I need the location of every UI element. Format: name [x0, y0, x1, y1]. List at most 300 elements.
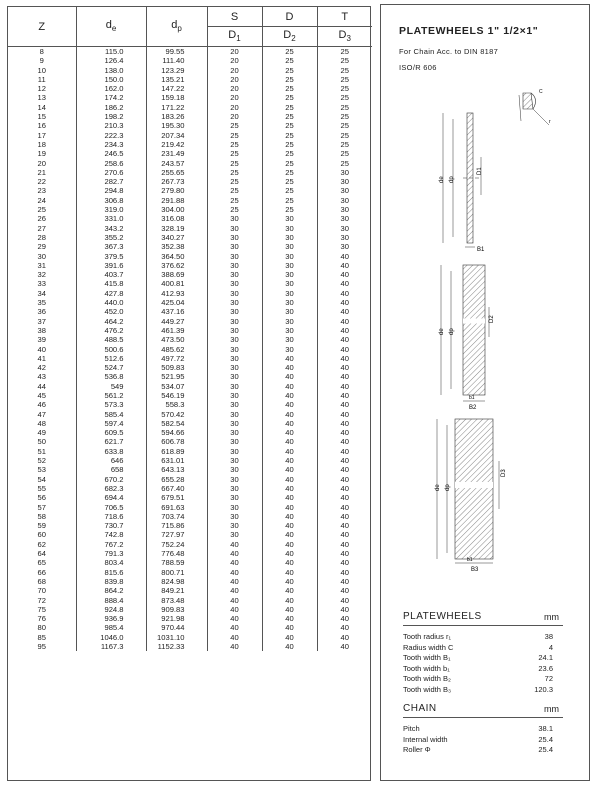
chain-unit: mm [544, 704, 559, 714]
cell-d2: 40 [262, 410, 317, 419]
cell-d1: 40 [207, 568, 262, 577]
cell-d1: 40 [207, 633, 262, 642]
cell-z: 70 [8, 586, 76, 595]
table-row [8, 558, 372, 567]
cell-d2: 40 [262, 437, 317, 446]
cell-de: 585.4 [76, 410, 146, 419]
cell-d3: 40 [340, 260, 349, 270]
cell-d1: 20 [207, 112, 262, 121]
spec-row [403, 685, 553, 694]
cell-d3: 40 [340, 474, 349, 484]
cell-de: 440.0 [76, 298, 146, 307]
cell-d3: 40 [340, 409, 349, 419]
cell-d3: 40 [340, 604, 349, 614]
cell-d2: 30 [262, 242, 317, 251]
spec-label: Pitch [403, 724, 420, 733]
cell-de: 803.4 [76, 558, 146, 567]
cell-d3: 40 [340, 381, 349, 391]
cell-z: 62 [8, 540, 76, 549]
cell-z: 38 [8, 326, 76, 335]
spec-label: Internal width [403, 734, 448, 744]
table-row [8, 642, 372, 651]
cell-de: 536.8 [76, 372, 146, 381]
cell-de: 331.0 [76, 214, 146, 223]
cell-de: 791.3 [76, 549, 146, 558]
cell-dp: 788.59 [146, 558, 207, 567]
cell-z: 52 [8, 456, 76, 465]
cell-dp: 437.16 [146, 307, 207, 316]
table-row [8, 400, 372, 409]
cell-d3: 30 [340, 242, 349, 252]
cell-z: 59 [8, 521, 76, 530]
cell-d3: 40 [340, 344, 349, 354]
cell-z: 85 [8, 633, 76, 642]
cell-de: 391.6 [76, 261, 146, 270]
header-d2: $D_2$ [262, 27, 317, 47]
table-row [8, 419, 372, 428]
label-de-2: de [439, 328, 445, 335]
cell-d2: 25 [262, 112, 317, 121]
cell-d2: 25 [262, 66, 317, 75]
cell-d1: 40 [207, 623, 262, 632]
spec-label: Tooth width b₁ [403, 663, 450, 673]
cell-d2: 25 [262, 186, 317, 195]
cell-d2: 25 [262, 177, 317, 186]
cell-dp: 279.80 [146, 186, 207, 195]
cell-de: 488.5 [76, 335, 146, 344]
cell-d1: 25 [207, 168, 262, 177]
cell-d1: 30 [207, 363, 262, 372]
cell-d3: 30 [340, 167, 349, 177]
cell-d3: 40 [340, 623, 349, 633]
cell-d2: 25 [262, 196, 317, 205]
spec-row [403, 745, 553, 754]
cell-de: 936.9 [76, 614, 146, 623]
cell-d2: 25 [262, 56, 317, 65]
cell-z: 45 [8, 391, 76, 400]
cell-d2: 40 [262, 382, 317, 391]
cell-z: 31 [8, 261, 76, 270]
cell-de: 815.6 [76, 568, 146, 577]
cell-d3: 40 [340, 335, 349, 345]
cell-z: 26 [8, 214, 76, 223]
cell-d1: 30 [207, 530, 262, 539]
cell-dp: 123.29 [146, 66, 207, 75]
cell-dp: 328.19 [146, 224, 207, 233]
cell-de: 694.4 [76, 493, 146, 502]
cell-d3: 30 [340, 195, 349, 205]
table-row [8, 493, 372, 502]
cell-z: 57 [8, 503, 76, 512]
table-row [8, 512, 372, 521]
cell-d3: 30 [340, 223, 349, 233]
cell-d1: 40 [207, 558, 262, 567]
simplex-sprocket-drawing [439, 113, 485, 253]
cell-z: 43 [8, 372, 76, 381]
spec-row [403, 632, 553, 641]
platewheels-heading: PLATEWHEELS [403, 611, 482, 622]
cell-de: 174.2 [76, 93, 146, 102]
cell-de: 1167.3 [76, 642, 146, 651]
cell-d2: 40 [262, 558, 317, 567]
cell-dp: 243.57 [146, 159, 207, 168]
label-dp-2: dp [449, 328, 455, 335]
cell-d1: 40 [207, 577, 262, 586]
table-row [8, 317, 372, 326]
table-row [8, 586, 372, 595]
cell-d2: 30 [262, 298, 317, 307]
table-row [8, 186, 372, 195]
table-row [8, 354, 372, 363]
cell-dp: 291.88 [146, 196, 207, 205]
cell-d1: 40 [207, 605, 262, 614]
header-de: $d_e$ [76, 7, 146, 47]
cell-d1: 25 [207, 149, 262, 158]
cell-z: 30 [8, 252, 76, 261]
cell-de: 646 [76, 456, 146, 465]
cell-z: 15 [8, 112, 76, 121]
cell-dp: 509.83 [146, 363, 207, 372]
table-row [8, 456, 372, 465]
cell-d2: 25 [262, 84, 317, 93]
table-row [8, 56, 372, 65]
platewheels-unit: mm [544, 612, 559, 622]
cell-d2: 30 [262, 214, 317, 223]
cell-d3: 40 [340, 279, 349, 289]
cell-d3: 30 [340, 177, 349, 187]
cell-de: 282.7 [76, 177, 146, 186]
cell-d2: 40 [262, 428, 317, 437]
cell-d3: 40 [340, 372, 349, 382]
cell-d3: 40 [340, 437, 349, 447]
cell-z: 80 [8, 623, 76, 632]
cell-d3: 40 [340, 632, 349, 642]
spec-row [403, 643, 553, 652]
cell-d1: 30 [207, 289, 262, 298]
cell-z: 24 [8, 196, 76, 205]
cell-de: 549 [76, 382, 146, 391]
cell-z: 68 [8, 577, 76, 586]
spec-value: 25.4 [538, 745, 553, 754]
cell-de: 500.6 [76, 345, 146, 354]
cell-dp: 703.74 [146, 512, 207, 521]
table-row [8, 568, 372, 577]
cell-d2: 30 [262, 289, 317, 298]
cell-de: 115.0 [76, 47, 146, 57]
cell-de: 888.4 [76, 596, 146, 605]
cell-dp: 267.73 [146, 177, 207, 186]
table-row [8, 614, 372, 623]
cell-z: 16 [8, 121, 76, 130]
cell-d1: 20 [207, 75, 262, 84]
cell-d2: 30 [262, 317, 317, 326]
cell-d2: 40 [262, 596, 317, 605]
cell-d3: 25 [340, 158, 349, 168]
cell-dp: 1152.33 [146, 642, 207, 651]
spec-value: 25.4 [538, 734, 553, 744]
table-row [8, 475, 372, 484]
cell-d3: 40 [340, 428, 349, 438]
table-row [8, 382, 372, 391]
cell-d1: 30 [207, 252, 262, 261]
cell-dp: 473.50 [146, 335, 207, 344]
cell-de: 294.8 [76, 186, 146, 195]
table-row [8, 289, 372, 298]
cell-d3: 30 [340, 186, 349, 196]
table-row [8, 112, 372, 121]
table-row [8, 372, 372, 381]
cell-d2: 40 [262, 530, 317, 539]
table-row [8, 633, 372, 642]
cell-z: 76 [8, 614, 76, 623]
cell-z: 11 [8, 75, 76, 84]
cell-dp: 655.28 [146, 475, 207, 484]
spec-label: Tooth width B₁ [403, 653, 451, 662]
tooth-profile-detail [519, 89, 551, 125]
spec-label: Radius width C [403, 642, 454, 652]
cell-z: 20 [8, 159, 76, 168]
cell-z: 8 [8, 47, 76, 57]
cell-d1: 25 [207, 186, 262, 195]
cell-de: 415.8 [76, 279, 146, 288]
cell-z: 49 [8, 428, 76, 437]
cell-d1: 25 [207, 196, 262, 205]
table-row [8, 205, 372, 214]
cell-d3: 40 [340, 270, 349, 280]
label-dp-3: dp [445, 484, 451, 491]
cell-d2: 25 [262, 131, 317, 140]
cell-d3: 25 [340, 130, 349, 140]
cell-d2: 40 [262, 540, 317, 549]
cell-de: 670.2 [76, 475, 146, 484]
cell-de: 210.3 [76, 121, 146, 130]
cell-d1: 25 [207, 131, 262, 140]
spec-label: Tooth width B₃ [403, 684, 452, 694]
table-row [8, 121, 372, 130]
cell-z: 25 [8, 205, 76, 214]
cell-de: 561.2 [76, 391, 146, 400]
spec-label: Tooth width B₂ [403, 674, 451, 683]
cell-d2: 40 [262, 577, 317, 586]
cell-de: 343.2 [76, 224, 146, 233]
cell-d1: 30 [207, 512, 262, 521]
table-row [8, 214, 372, 223]
cell-d2: 40 [262, 568, 317, 577]
cell-de: 742.8 [76, 530, 146, 539]
cell-dp: 449.27 [146, 317, 207, 326]
cell-d1: 30 [207, 428, 262, 437]
cell-z: 18 [8, 140, 76, 149]
cell-de: 427.8 [76, 289, 146, 298]
cell-dp: 376.62 [146, 261, 207, 270]
dimension-table-panel [7, 6, 371, 781]
table-row [8, 540, 372, 549]
cell-d2: 30 [262, 270, 317, 279]
cell-z: 28 [8, 233, 76, 242]
cell-d2: 30 [262, 224, 317, 233]
table-row [8, 149, 372, 158]
table-row [8, 335, 372, 344]
cell-d3: 40 [340, 539, 349, 549]
cell-d3: 40 [340, 549, 349, 559]
cell-de: 379.5 [76, 252, 146, 261]
cell-d1: 30 [207, 456, 262, 465]
cell-dp: 606.78 [146, 437, 207, 446]
cell-dp: 412.93 [146, 289, 207, 298]
cell-d2: 40 [262, 465, 317, 474]
cell-d3: 40 [340, 288, 349, 298]
cell-d2: 40 [262, 512, 317, 521]
table-row [8, 66, 372, 75]
cell-de: 319.0 [76, 205, 146, 214]
cell-de: 126.4 [76, 56, 146, 65]
cell-z: 53 [8, 465, 76, 474]
cell-z: 12 [8, 84, 76, 93]
cell-z: 75 [8, 605, 76, 614]
cell-d3: 40 [340, 493, 349, 503]
spec-value: 120.3 [534, 684, 553, 694]
table-row [8, 298, 372, 307]
cell-d1: 30 [207, 298, 262, 307]
table-row [8, 103, 372, 112]
cell-d2: 30 [262, 252, 317, 261]
cell-d2: 40 [262, 419, 317, 428]
cell-d2: 25 [262, 103, 317, 112]
cell-d3: 40 [340, 325, 349, 335]
cell-d3: 25 [340, 56, 349, 66]
table-row [8, 131, 372, 140]
label-r: r [549, 119, 551, 125]
cell-de: 524.7 [76, 363, 146, 372]
dimension-table [8, 7, 372, 651]
cell-de: 403.7 [76, 270, 146, 279]
cell-d2: 40 [262, 400, 317, 409]
label-c: C [539, 89, 543, 95]
cell-d2: 40 [262, 391, 317, 400]
cell-d1: 20 [207, 47, 262, 57]
cell-d1: 20 [207, 93, 262, 102]
cell-d1: 30 [207, 475, 262, 484]
cell-dp: 147.22 [146, 84, 207, 93]
cell-d3: 40 [340, 558, 349, 568]
cell-d3: 40 [340, 446, 349, 456]
table-row [8, 345, 372, 354]
cell-de: 985.4 [76, 623, 146, 632]
cell-d3: 40 [340, 251, 349, 261]
cell-de: 234.3 [76, 140, 146, 149]
table-row [8, 530, 372, 539]
cell-de: 658 [76, 465, 146, 474]
cell-d3: 25 [340, 102, 349, 112]
cell-de: 246.5 [76, 149, 146, 158]
label-b1: B1 [477, 247, 485, 253]
cell-de: 258.6 [76, 159, 146, 168]
cell-dp: 388.69 [146, 270, 207, 279]
sprocket-drawings [381, 85, 589, 645]
cell-de: 367.3 [76, 242, 146, 251]
label-d3: D3 [501, 469, 507, 477]
cell-z: 72 [8, 596, 76, 605]
cell-d3: 40 [340, 353, 349, 363]
cell-d1: 30 [207, 437, 262, 446]
table-row [8, 270, 372, 279]
cell-dp: 183.26 [146, 112, 207, 121]
table-row [8, 168, 372, 177]
cell-z: 65 [8, 558, 76, 567]
cell-z: 60 [8, 530, 76, 539]
spec-row [403, 674, 553, 683]
cell-z: 48 [8, 419, 76, 428]
cell-dp: 425.04 [146, 298, 207, 307]
divider [403, 717, 563, 718]
label-b3: B3 [471, 567, 479, 573]
table-body [8, 47, 372, 652]
cell-dp: 631.01 [146, 456, 207, 465]
cell-d1: 40 [207, 642, 262, 651]
cell-d1: 20 [207, 103, 262, 112]
panel-subtitle-iso: ISO/R 606 [399, 63, 437, 72]
cell-dp: 171.22 [146, 103, 207, 112]
cell-d2: 40 [262, 614, 317, 623]
spec-label: Tooth radius r₁ [403, 632, 451, 641]
cell-dp: 231.49 [146, 149, 207, 158]
cell-d2: 25 [262, 205, 317, 214]
cell-z: 95 [8, 642, 76, 651]
cell-dp: 219.42 [146, 140, 207, 149]
cell-d1: 25 [207, 140, 262, 149]
cell-d2: 40 [262, 623, 317, 632]
cell-dp: 594.66 [146, 428, 207, 437]
cell-d1: 40 [207, 614, 262, 623]
cell-d2: 40 [262, 521, 317, 530]
cell-d3: 40 [340, 614, 349, 624]
cell-d3: 40 [340, 483, 349, 493]
cell-dp: 727.97 [146, 530, 207, 539]
cell-d2: 40 [262, 605, 317, 614]
cell-z: 23 [8, 186, 76, 195]
cell-dp: 921.98 [146, 614, 207, 623]
cell-d1: 30 [207, 484, 262, 493]
spec-label: Roller Φ [403, 745, 431, 754]
label-d2: D2 [489, 315, 495, 323]
header-d1: $D_1$ [207, 27, 262, 47]
cell-d3: 25 [340, 149, 349, 159]
cell-de: 767.2 [76, 540, 146, 549]
table-row [8, 47, 372, 57]
cell-d1: 20 [207, 56, 262, 65]
cell-d3: 40 [340, 363, 349, 373]
table-row [8, 140, 372, 149]
cell-d3: 25 [340, 139, 349, 149]
cell-dp: 316.08 [146, 214, 207, 223]
cell-de: 186.2 [76, 103, 146, 112]
cell-d3: 40 [340, 390, 349, 400]
table-row [8, 391, 372, 400]
cell-z: 55 [8, 484, 76, 493]
cell-d1: 30 [207, 317, 262, 326]
cell-z: 17 [8, 131, 76, 140]
table-row [8, 437, 372, 446]
table-row [8, 93, 372, 102]
cell-dp: 99.55 [146, 47, 207, 57]
cell-d1: 30 [207, 233, 262, 242]
cell-z: 47 [8, 410, 76, 419]
cell-dp: 643.13 [146, 465, 207, 474]
triplex-sprocket-drawing [435, 419, 507, 573]
cell-d2: 40 [262, 642, 317, 651]
cell-z: 27 [8, 224, 76, 233]
cell-d2: 25 [262, 149, 317, 158]
